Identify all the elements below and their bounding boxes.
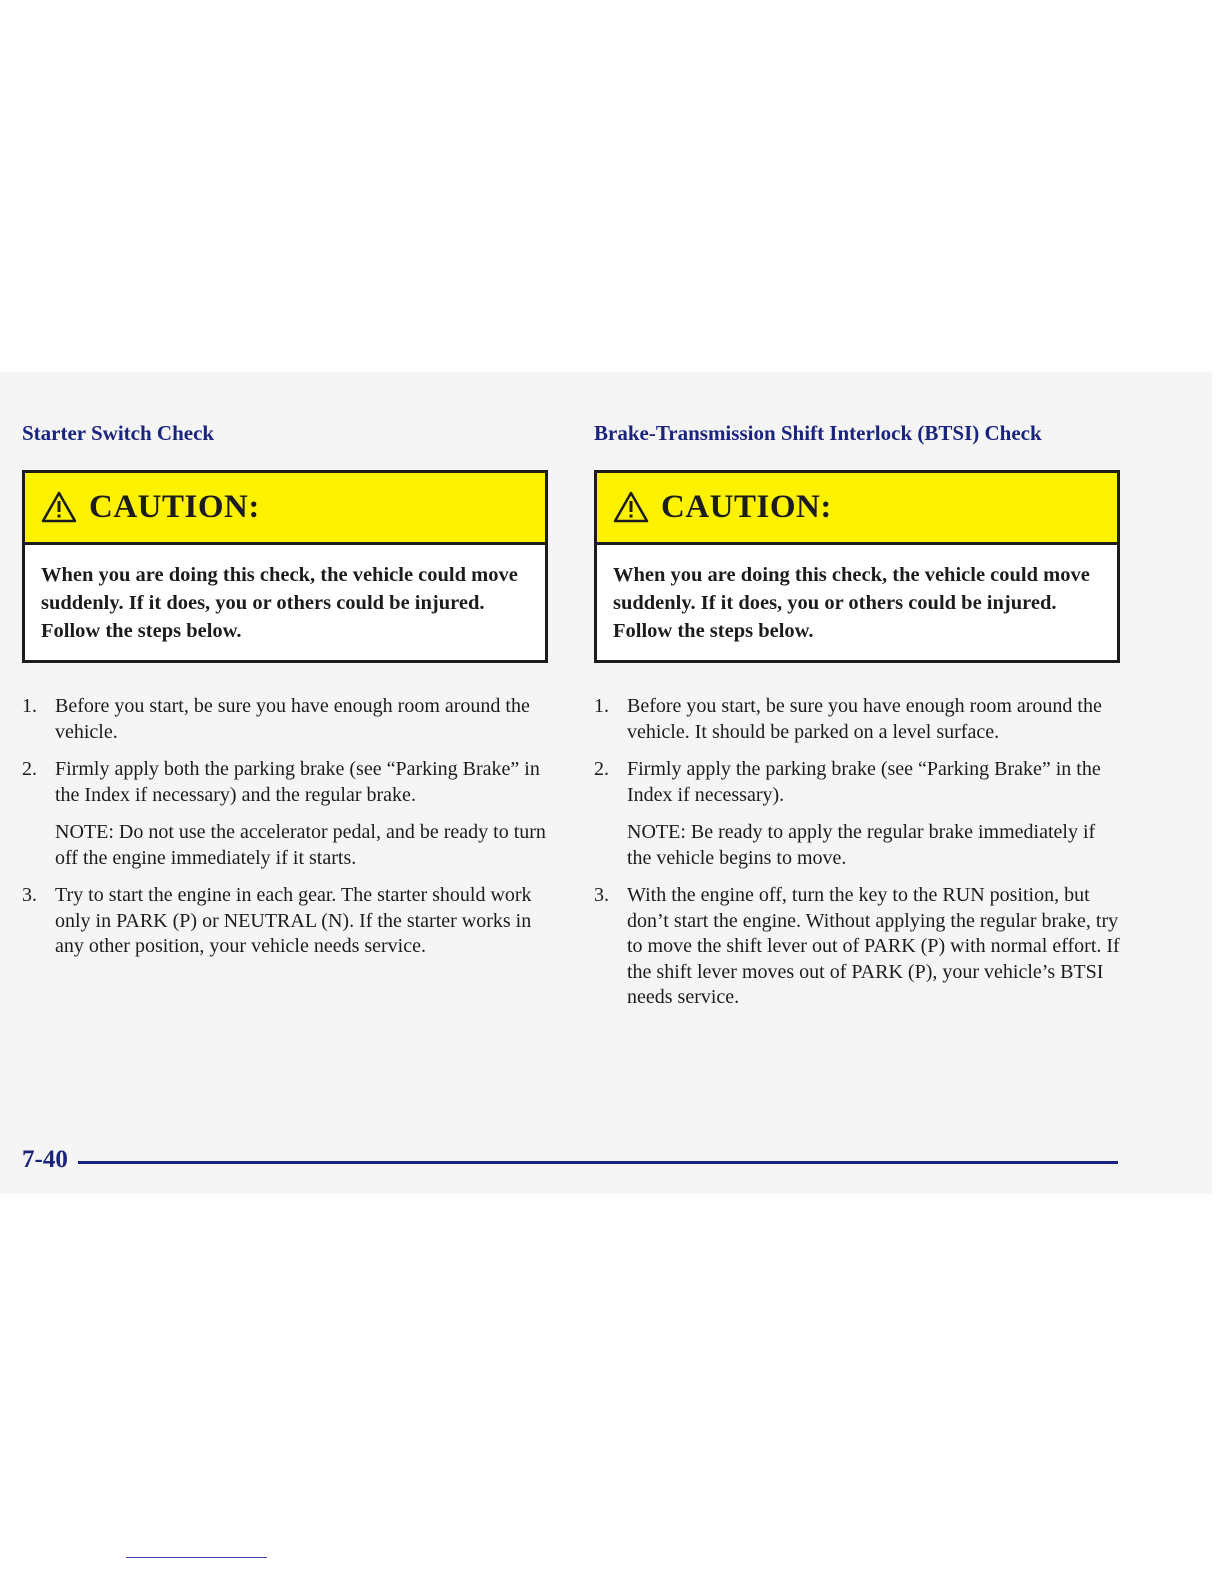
step-number: 1. — [22, 695, 37, 717]
page-footer — [22, 1146, 1118, 1174]
step-text: With the engine off, turn the key to the RUN position, but don’t start the engine. Without applying the regular brake, try to move the shift lever out of PARK (P) with normal effort. If the shift lever moves out of PARK (P), your vehicle’s BTSI needs service. — [627, 884, 1120, 1008]
caution-body: When you are doing this check, the vehicle could move suddenly. If it does, you or others could be injured. Follow the steps below. — [41, 564, 518, 642]
warning-triangle-icon — [613, 491, 649, 523]
steps-list-starter — [22, 694, 548, 972]
caution-header — [597, 473, 1117, 545]
step-item — [22, 883, 548, 960]
step-item — [594, 757, 1120, 808]
btsi-check-section — [594, 420, 1134, 1008]
step-number: 3. — [594, 884, 609, 906]
step-number: 2. — [594, 758, 609, 780]
caution-title: CAUTION: — [89, 489, 260, 525]
section-heading-starter-switch: Starter Switch Check — [22, 421, 215, 445]
step-item — [22, 757, 548, 808]
step-number: 3. — [22, 884, 37, 906]
bottom-divider — [126, 1557, 267, 1558]
caution-header — [25, 473, 545, 545]
step-text: Firmly apply the parking brake (see “Parking Brake” in the Index if necessary). — [627, 758, 1101, 806]
caution-body: When you are doing this check, the vehicle could move suddenly. If it does, you or others could be injured. Follow the steps below. — [613, 564, 1090, 642]
step-text: Before you start, be sure you have enough room around the vehicle. It should be parked on a level surface. — [627, 695, 1102, 743]
step-number: 2. — [22, 758, 37, 780]
footer-rule — [78, 1161, 1118, 1164]
section-heading-btsi: Brake-Transmission Shift Interlock (BTSI) Check — [594, 421, 1042, 445]
caution-box-starter — [22, 470, 548, 663]
caution-box-btsi — [594, 470, 1120, 663]
step-item — [22, 694, 548, 745]
step-text: Firmly apply both the parking brake (see “Parking Brake” in the Index if necessary) and the regular brake. — [55, 758, 540, 806]
starter-switch-section — [22, 420, 562, 957]
step-item — [594, 694, 1120, 745]
step-item — [594, 883, 1120, 1011]
step-text: Before you start, be sure you have enough room around the vehicle. — [55, 695, 530, 743]
step-number: 1. — [594, 695, 609, 717]
steps-list-btsi — [594, 694, 1120, 1023]
step-note: NOTE: Be ready to apply the regular brake immediately if the vehicle begins to move. — [627, 821, 1096, 869]
caution-title: CAUTION: — [661, 489, 832, 525]
step-text: Try to start the engine in each gear. The starter should work only in PARK (P) or NEUTRAL (N). If the starter works in any other position, your vehicle needs service. — [55, 884, 532, 957]
step-note: NOTE: Do not use the accelerator pedal, and be ready to turn off the engine immediately if it starts. — [55, 821, 546, 869]
warning-triangle-icon — [41, 491, 77, 523]
page-number: 7-40 — [22, 1146, 68, 1173]
